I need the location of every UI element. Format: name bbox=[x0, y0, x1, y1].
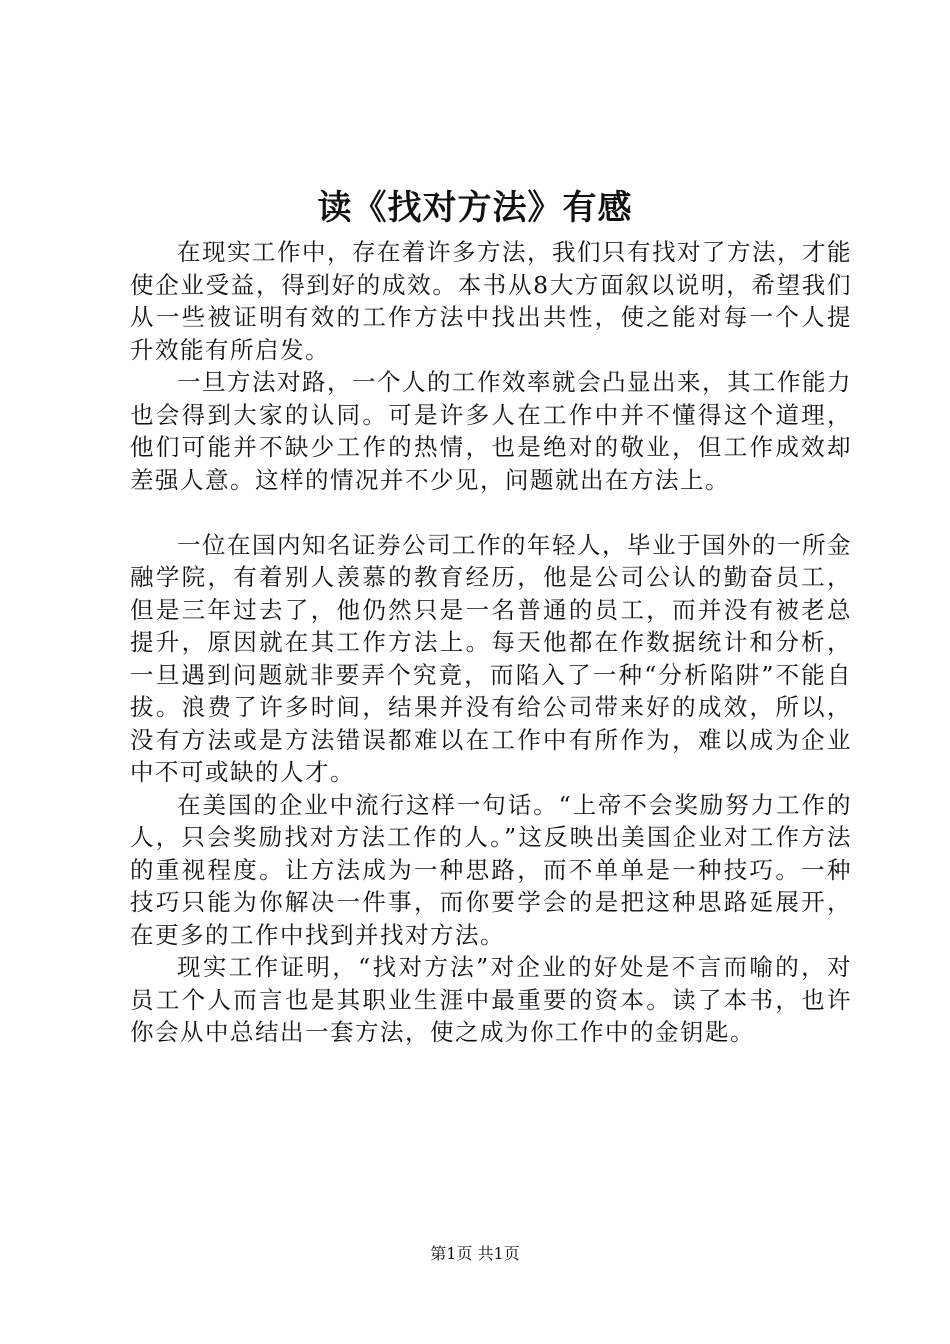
document-title: 读《找对方法》有感 bbox=[317, 188, 633, 228]
paragraph-spacer bbox=[130, 496, 852, 529]
paragraph: 一位在国内知名证券公司工作的年轻人，毕业于国外的一所金融学院，有着别人羡慕的教育经历，他是公司公认的勤奋员工，但是三年过去了，他仍然只是一名普通的员工，而并没有被老总提升，原因就在其工作方法上。每天他都在作数据统计和分析，一旦遇到问题就非要弄个究竟，而陷入了一种“分析陷阱”不能自拔。浪费了许多时间，结果并没有给公司带来好的成效，所以，没有方法或是方法错误都难以在工作中有所作为，难以成为企业中不可或缺的人才。 bbox=[130, 530, 852, 786]
paragraph: 在现实工作中，存在着许多方法，我们只有找对了方法，才能使企业受益，得到好的成效。本书从8大方面叙以说明，希望我们从一些被证明有效的工作方法中找出共性，使之能对每一个人提升效能有所启发。 bbox=[130, 238, 852, 364]
document-body bbox=[130, 236, 852, 1049]
paragraph: 一旦方法对路，一个人的工作效率就会凸显出来，其工作能力也会得到大家的认同。可是许多人在工作中并不懂得这个道理，他们可能并不缺少工作的热情，也是绝对的敬业，但工作成效却差强人意。这样的情况并不少见，问题就出在方法上。 bbox=[130, 368, 852, 494]
paragraph: 在美国的企业中流行这样一句话。“上帝不会奖励努力工作的人，只会奖励找对方法工作的人。”这反映出美国企业对工作方法的重视程度。让方法成为一种思路，而不单单是一种技巧。一种技巧只能为你解决一件事，而你要学会的是把这种思路延展开，在更多的工作中找到并找对方法。 bbox=[130, 790, 852, 949]
page-footer: 第1页 共1页 bbox=[430, 1244, 520, 1263]
paragraph: 现实工作证明，“找对方法”对企业的好处是不言而喻的，对员工个人而言也是其职业生涯中最重要的资本。读了本书，也许你会从中总结出一套方法，使之成为你工作中的金钥匙。 bbox=[130, 953, 852, 1046]
